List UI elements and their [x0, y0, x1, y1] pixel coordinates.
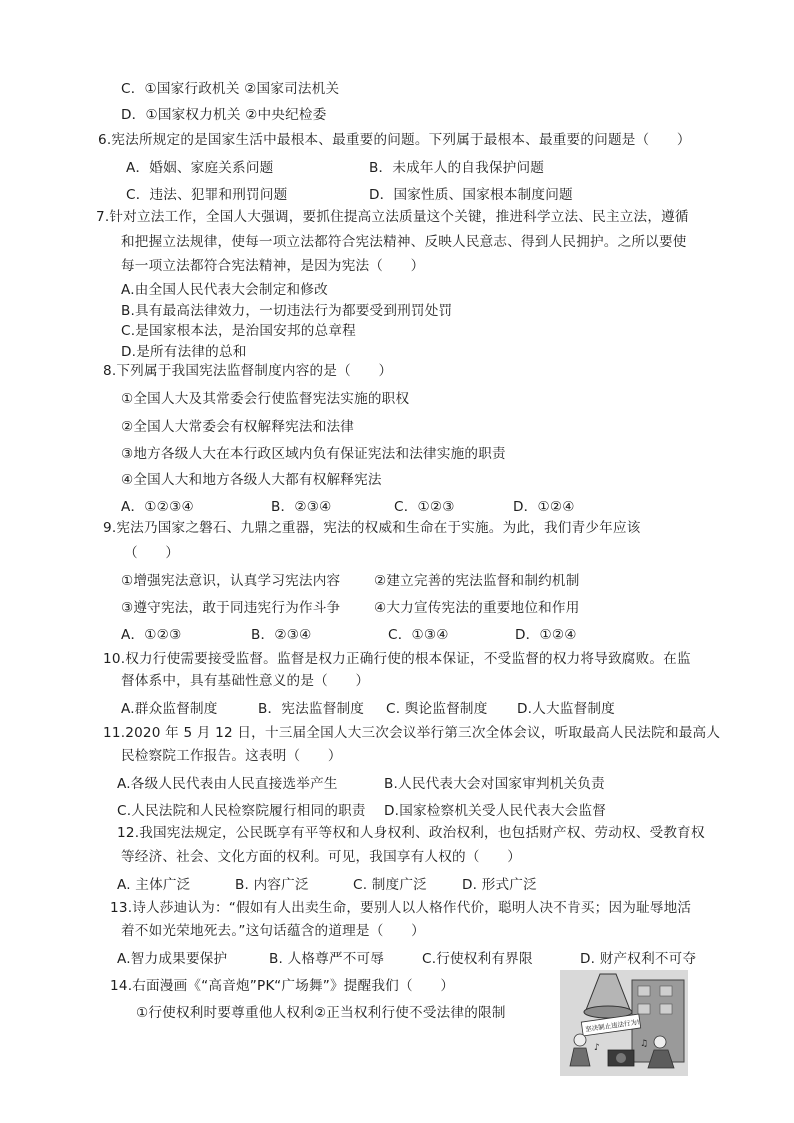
q12-stem-line2: 等经济、社会、文化方面的权利。可见，我国享有人权的（ ）	[121, 849, 522, 865]
q9-option-a: A．①②③	[121, 627, 182, 643]
q13-option-c: C.行使权利有界限	[422, 951, 533, 967]
building-window	[660, 1004, 672, 1014]
q12-option-b: B. 内容广泛	[235, 877, 309, 893]
q9-item-2: ②建立完善的宪法监督和制约机制	[374, 573, 580, 589]
q6-option-b: B．未成年人的自我保护问题	[369, 160, 545, 176]
q9-option-b: B．②③④	[251, 627, 312, 643]
q14-stem: 14.右面漫画《“高音炮”PK“广场舞”》提醒我们（ ）	[110, 978, 455, 994]
figure-head	[654, 1036, 666, 1048]
q12-option-d: D. 形式广泛	[462, 877, 537, 893]
q10-option-d: D.人大监督制度	[517, 701, 615, 717]
music-note-icon: ♪	[594, 1043, 600, 1053]
q9-stem-line2: （ ）	[124, 545, 180, 561]
comic-illustration	[560, 970, 688, 1076]
comic-drawing	[560, 970, 688, 1076]
q8-option-c: C．①②③	[394, 499, 455, 515]
q10-stem-line2: 督体系中，具有基础性意义的是（ ）	[121, 673, 370, 689]
music-note-icon: ♫	[640, 1039, 649, 1049]
building-window	[638, 1004, 650, 1014]
q8-option-b: B．②③④	[271, 499, 332, 515]
q14-items: ①行使权利时要尊重他人权利②正当权利行使不受法律的限制	[136, 1005, 506, 1021]
q8-item-2: ②全国人大常委会有权解释宪法和法律	[121, 419, 355, 435]
q12-option-c: C. 制度广泛	[353, 877, 427, 893]
q6-option-a: A．婚姻、家庭关系问题	[126, 160, 274, 176]
q8-item-3: ③地方各级人大在本行政区域内负有保证宪法和法律实施的职责	[121, 446, 506, 462]
q10-option-a: A.群众监督制度	[121, 701, 218, 717]
q10-option-c: C. 舆论监督制度	[386, 701, 488, 717]
q7-option-d: D.是所有法律的总和	[121, 344, 247, 360]
q11-option-c: C.人民法院和人民检察院履行相同的职责	[117, 803, 366, 819]
q8-item-1: ①全国人大及其常委会行使监督宪法实施的职权	[121, 391, 410, 407]
q8-option-a: A．①②③④	[121, 499, 194, 515]
q8-stem: 8.下列属于我国宪法监督制度内容的是（ ）	[103, 363, 393, 379]
q8-option-d: D．①②④	[513, 499, 575, 515]
q13-stem-line1: 13.诗人莎迪认为：“假如有人出卖生命，要别人以人格作代价，聪明人决不肯买；因为耻辱地活	[110, 900, 692, 916]
figure-head	[574, 1034, 586, 1046]
q11-option-a: A.各级人民代表由人民直接选举产生	[117, 776, 338, 792]
q13-option-d: D. 财产权利不可夺	[580, 951, 697, 967]
q9-stem-line1: 9.宪法乃国家之磐石、九鼎之重器，宪法的权威和生命在于实施。为此，我们青少年应该	[103, 520, 641, 536]
comic-sign-text: 坚决制止违法行为!	[584, 1018, 641, 1034]
speaker-cone	[616, 1053, 626, 1063]
building-window	[638, 986, 650, 996]
q13-option-a: A.智力成果要保护	[117, 951, 228, 967]
q9-item-3: ③遵守宪法，敢于同违宪行为作斗争	[121, 600, 341, 616]
q7-option-a: A.由全国人民代表大会制定和修改	[121, 282, 328, 298]
q12-stem-line1: 12.我国宪法规定，公民既享有平等权和人身权利、政治权利，也包括财产权、劳动权、受教育权	[117, 825, 705, 841]
q7-stem-line1: 7.针对立法工作，全国人大强调，要抓住提高立法质量这个关键，推进科学立法、民主立法，遵循	[96, 209, 689, 225]
q10-option-b: B．宪法监督制度	[258, 701, 365, 717]
q9-option-c: C．①③④	[388, 627, 449, 643]
q13-option-b: B. 人格尊严不可辱	[269, 951, 385, 967]
q13-stem-line2: 着不如光荣地死去。”这句话蕴含的道理是（ ）	[121, 923, 425, 939]
q11-stem-line1: 11.2020 年 5 月 12 日，十三届全国人大三次会议举行第三次全体会议，听取最高人民法院和最高人	[103, 725, 721, 741]
q9-option-d: D．①②④	[515, 627, 577, 643]
q12-option-a: A. 主体广泛	[117, 877, 191, 893]
q6-stem: 6.宪法所规定的是国家生活中最根本、最重要的问题。下列属于最根本、最重要的问题是（ ）	[98, 132, 691, 148]
q10-stem-line1: 10.权力行使需要接受监督。监督是权力正确行使的根本保证，不受监督的权力将导致腐败。在监	[103, 651, 691, 667]
q7-stem-line3: 每一项立法都符合宪法精神，是因为宪法（ ）	[121, 258, 425, 274]
q8-item-4: ④全国人大和地方各级人大都有权解释宪法	[121, 472, 382, 488]
q11-option-d: D.国家检察机关受人民代表大会监督	[384, 803, 607, 819]
q6-option-d: D．国家性质、国家根本制度问题	[369, 187, 573, 203]
q9-item-1: ①增强宪法意识，认真学习宪法内容	[121, 573, 341, 589]
q7-option-c: C.是国家根本法，是治国安邦的总章程	[121, 323, 356, 339]
building-window	[660, 986, 672, 996]
figure-body	[570, 1048, 590, 1066]
q11-stem-line2: 民检察院工作报告。这表明（ ）	[121, 748, 342, 764]
q5-option-c: C．①国家行政机关 ②国家司法机关	[121, 81, 340, 97]
q6-option-c: C．违法、犯罪和刑罚问题	[126, 187, 288, 203]
q9-item-4: ④大力宣传宪法的重要地位和作用	[374, 600, 580, 616]
q7-option-b: B.具有最高法律效力，一切违法行为都要受到刑罚处罚	[121, 303, 453, 319]
q5-option-d: D．①国家权力机关 ②中央纪检委	[121, 107, 327, 123]
q7-stem-line2: 和把握立法规律，使每一项立法都符合宪法精神、反映人民意志、得到人民拥护。之所以要使	[121, 234, 687, 250]
q11-option-b: B.人民代表大会对国家审判机关负责	[384, 776, 605, 792]
